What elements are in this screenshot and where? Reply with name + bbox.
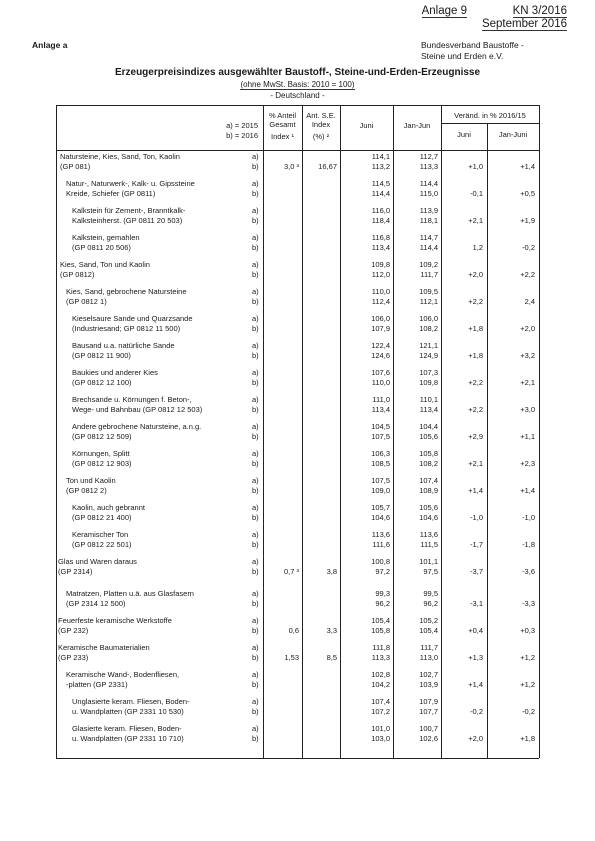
june-header: Juni xyxy=(359,121,374,130)
row-june-2016: 110,0 xyxy=(371,377,390,387)
row-change-jan-jun: -3,3 xyxy=(522,598,535,608)
row-jan-jun-2016: 104,6 xyxy=(419,512,438,522)
row-june-2015: 111,0 xyxy=(372,395,390,404)
row-change-jan-jun: +2,1 xyxy=(520,377,535,387)
row-jan-jun-2016: 108,2 xyxy=(419,458,438,468)
row-change-june: +1,3 xyxy=(468,652,483,662)
row-marker-a: a) xyxy=(252,503,259,512)
row-june-2015: 102,8 xyxy=(371,670,390,679)
row-jan-jun-2016: 112,1 xyxy=(419,296,438,306)
row-marker-a: a) xyxy=(252,287,259,296)
row-june-2015: 99,3 xyxy=(375,589,390,598)
row-jan-jun-2015: 107,4 xyxy=(419,476,438,485)
row-share-total: 3,0 ³ xyxy=(283,161,299,171)
row-june-2016: 111,6 xyxy=(372,539,390,549)
change-header: Veränd. in % 2016/15 xyxy=(454,111,526,120)
row-marker-a: a) xyxy=(252,530,259,539)
row-change-june: -0,1 xyxy=(470,188,483,198)
row-marker-a: a) xyxy=(252,449,259,458)
row-label-line-2: Wege- und Bahnbau (GP 0812 12 503) xyxy=(72,404,203,414)
row-label-line-1: Andere gebrochene Natursteine, a.n.g. xyxy=(72,422,202,431)
row-label-line-1: Matratzen, Platten u.ä. aus Glasfasern xyxy=(66,589,194,598)
row-marker-a: a) xyxy=(252,395,259,404)
row-label-line-1: Bausand u.a. natürliche Sande xyxy=(72,341,175,350)
row-change-june: +2,2 xyxy=(468,296,483,306)
row-june-2016: 107,2 xyxy=(371,706,390,716)
table-right-border xyxy=(539,105,540,758)
row-june-2015: 110,0 xyxy=(371,287,390,296)
row-marker-a: a) xyxy=(252,422,259,431)
row-label-line-2: Kreide, Schiefer (GP 0811) xyxy=(66,188,156,198)
row-june-2016: 97,2 xyxy=(375,566,390,576)
row-change-june: +1,4 xyxy=(468,679,483,689)
row-jan-jun-2015: 110,1 xyxy=(419,395,438,404)
row-jan-jun-2016: 102,6 xyxy=(419,733,438,743)
row-marker-b: b) xyxy=(252,188,259,198)
row-june-2016: 114,4 xyxy=(371,188,390,198)
row-label-line-1: Kalkstein für Zement-, Branntkalk- xyxy=(72,206,186,215)
row-change-jan-jun: +1,4 xyxy=(520,161,535,171)
row-change-jan-jun: +0,3 xyxy=(520,625,535,635)
row-june-2016: 107,5 xyxy=(371,431,390,441)
row-change-june: 1,2 xyxy=(472,242,483,252)
row-label-line-1: Feuerfeste keramische Werkstoffe xyxy=(58,616,172,625)
row-marker-a: a) xyxy=(252,616,259,625)
row-change-june: +2,2 xyxy=(468,377,483,387)
row-marker-b: b) xyxy=(252,625,259,635)
row-label-line-1: Kies, Sand, gebrochene Natursteine xyxy=(66,287,187,296)
row-share-se: 8,5 xyxy=(326,652,337,662)
row-share-total: 1,53 xyxy=(284,652,299,662)
issue-date: September 2016 xyxy=(481,18,567,30)
row-jan-jun-2016: 109,8 xyxy=(419,377,438,387)
row-marker-a: a) xyxy=(252,233,259,242)
row-jan-jun-2015: 102,7 xyxy=(419,670,438,679)
row-change-jan-jun: +1,2 xyxy=(520,679,535,689)
row-june-2015: 101,0 xyxy=(371,724,390,733)
row-june-2016: 109,0 xyxy=(371,485,390,495)
row-label-line-1: Unglasierte keram. Fliesen, Boden- xyxy=(72,697,190,706)
row-jan-jun-2016: 111,7 xyxy=(420,269,438,279)
row-label-line-1: Keramische Baumaterialien xyxy=(58,643,150,652)
row-change-jan-jun: -0,2 xyxy=(522,242,535,252)
row-marker-a: a) xyxy=(252,152,259,161)
row-label-line-1: Kies, Sand, Ton und Kaolin xyxy=(60,260,150,269)
row-marker-b: b) xyxy=(252,215,259,225)
row-jan-jun-2016: 97,5 xyxy=(423,566,438,576)
row-jan-jun-2015: 101,1 xyxy=(419,557,438,566)
row-june-2016: 113,4 xyxy=(371,242,390,252)
row-jan-jun-2016: 96,2 xyxy=(423,598,438,608)
document-title: Erzeugerpreisindizes ausgewählter Baustoff-, Steine-und-Erden-Erzeugnisse xyxy=(114,67,481,78)
region-label: - Deutschland - xyxy=(270,91,325,100)
row-change-jan-jun: +3,2 xyxy=(520,350,535,360)
row-jan-jun-2016: 118,1 xyxy=(419,215,438,225)
row-june-2015: 104,5 xyxy=(371,422,390,431)
row-change-june: +1,8 xyxy=(468,350,483,360)
row-change-june: +2,0 xyxy=(468,733,483,743)
row-jan-jun-2016: 114,4 xyxy=(419,242,438,252)
row-june-2015: 105,4 xyxy=(371,616,390,625)
row-marker-b: b) xyxy=(252,485,259,495)
share-header-line-3: Index ¹ xyxy=(271,132,294,141)
table-left-border xyxy=(56,105,57,758)
row-june-2015: 107,6 xyxy=(371,368,390,377)
row-june-2015: 106,3 xyxy=(371,449,390,458)
row-label-line-2: Kalksteinherst. (GP 0811 20 503) xyxy=(72,215,183,225)
row-label-line-2: (GP 0812 12 903) xyxy=(72,458,132,468)
row-change-june: -0,2 xyxy=(470,706,483,716)
row-june-2016: 124,6 xyxy=(371,350,390,360)
row-change-june: +1,8 xyxy=(468,323,483,333)
se-share-header-line-3: (%) ² xyxy=(312,132,330,141)
row-jan-jun-2015: 99,5 xyxy=(423,589,438,598)
row-label-line-1: Körnungen, Splitt xyxy=(72,449,130,458)
row-jan-jun-2016: 113,4 xyxy=(419,404,438,414)
row-jan-jun-2016: 108,9 xyxy=(419,485,438,495)
row-label-line-2: (GP 232) xyxy=(58,625,89,635)
table-top-border xyxy=(56,105,539,106)
row-label-line-1: Natursteine, Kies, Sand, Ton, Kaolin xyxy=(60,152,180,161)
row-marker-b: b) xyxy=(252,652,259,662)
row-change-jan-jun: +1,9 xyxy=(520,215,535,225)
row-marker-b: b) xyxy=(252,458,259,468)
row-marker-a: a) xyxy=(252,557,259,566)
row-change-jan-jun: -1,0 xyxy=(522,512,535,522)
row-label-line-1: Glasierte keram. Fliesen, Boden- xyxy=(72,724,182,733)
row-label-line-1: Keramische Wand-, Bodenfliesen, xyxy=(66,670,180,679)
row-june-2016: 108,5 xyxy=(371,458,390,468)
row-jan-jun-2016: 105,4 xyxy=(419,625,438,635)
organization-line-2: Steine und Erden e.V. xyxy=(421,51,504,61)
row-share-total: 0,6 xyxy=(288,625,299,635)
row-june-2016: 113,4 xyxy=(371,404,390,414)
jan-jun-header: Jan-Jun xyxy=(403,121,431,130)
row-jan-jun-2015: 114,4 xyxy=(419,179,438,188)
row-label-line-2: (GP 0812 1) xyxy=(66,296,107,306)
row-label-line-2: (GP 0812 21 400) xyxy=(72,512,132,522)
row-marker-a: a) xyxy=(252,643,259,652)
row-change-june: -1,7 xyxy=(470,539,483,549)
row-label-line-1: Kaolin, auch gebrannt xyxy=(72,503,145,512)
change-jan-jun-header: Jan-Juni xyxy=(498,130,528,139)
row-june-2016: 113,3 xyxy=(371,652,390,662)
se-share-header-line-1: Ant. S.E. xyxy=(306,111,336,120)
row-june-2016: 112,4 xyxy=(371,296,390,306)
row-change-june: +0,4 xyxy=(468,625,483,635)
row-jan-jun-2016: 111,5 xyxy=(420,539,438,549)
year-b-label: b) = 2016 xyxy=(226,131,258,140)
row-marker-a: a) xyxy=(252,206,259,215)
row-june-2015: 114,5 xyxy=(371,179,390,188)
annex-number: Anlage 9 xyxy=(421,5,467,17)
row-jan-jun-2015: 121,1 xyxy=(419,341,438,350)
row-jan-jun-2015: 112,7 xyxy=(419,152,438,161)
row-marker-a: a) xyxy=(252,368,259,377)
row-label-line-1: Keramischer Ton xyxy=(72,530,129,539)
row-jan-jun-2015: 109,2 xyxy=(419,260,438,269)
row-marker-a: a) xyxy=(252,476,259,485)
row-jan-jun-2015: 105,8 xyxy=(419,449,438,458)
row-label-line-2: (GP 0812 12 509) xyxy=(72,431,132,441)
row-change-jan-jun: +0,5 xyxy=(520,188,535,198)
row-marker-b: b) xyxy=(252,539,259,549)
row-jan-jun-2015: 113,6 xyxy=(419,530,438,539)
row-june-2016: 112,0 xyxy=(371,269,390,279)
row-june-2016: 105,8 xyxy=(371,625,390,635)
row-change-june: +2,9 xyxy=(468,431,483,441)
row-label-line-2: (GP 233) xyxy=(58,652,89,662)
row-marker-b: b) xyxy=(252,566,259,576)
row-marker-b: b) xyxy=(252,242,259,252)
row-jan-jun-2015: 105,2 xyxy=(419,616,438,625)
row-june-2015: 111,8 xyxy=(372,643,390,652)
row-change-june: +1,4 xyxy=(468,485,483,495)
change-june-header: Juni xyxy=(457,130,471,139)
row-change-june: -3,1 xyxy=(470,598,483,608)
table-bottom-border xyxy=(56,758,539,759)
row-marker-a: a) xyxy=(252,341,259,350)
row-label-line-1: Natur-, Naturwerk-, Kalk- u. Gipssteine xyxy=(66,179,195,188)
row-change-june: +2,0 xyxy=(468,269,483,279)
row-jan-jun-2015: 107,3 xyxy=(419,368,438,377)
row-june-2015: 122,4 xyxy=(371,341,390,350)
row-change-june: +1,0 xyxy=(468,161,483,171)
change-header-divider xyxy=(441,123,539,124)
row-june-2016: 118,4 xyxy=(371,215,390,225)
issue-number: KN 3/2016 xyxy=(512,5,567,17)
row-june-2016: 104,2 xyxy=(371,679,390,689)
row-marker-a: a) xyxy=(252,314,259,323)
row-jan-jun-2016: 107,7 xyxy=(419,706,438,716)
row-marker-b: b) xyxy=(252,431,259,441)
share-header-line-2: Gesamt xyxy=(269,120,296,129)
row-marker-a: a) xyxy=(252,724,259,733)
row-jan-jun-2016: 103,9 xyxy=(419,679,438,689)
row-label-line-2: (Industriesand; GP 0812 11 500) xyxy=(72,323,181,333)
row-change-june: +2,1 xyxy=(468,215,483,225)
row-label-line-2: (GP 0812 11 900) xyxy=(72,350,131,360)
row-label-line-2: (GP 0812 12 100) xyxy=(72,377,132,387)
se-share-header-line-2: Index xyxy=(311,120,331,129)
row-change-jan-jun: -0,2 xyxy=(522,706,535,716)
row-june-2015: 100,8 xyxy=(371,557,390,566)
row-june-2016: 113,2 xyxy=(371,161,390,171)
table-header-divider xyxy=(56,150,539,151)
row-change-jan-jun: +1,2 xyxy=(520,652,535,662)
row-marker-a: a) xyxy=(252,670,259,679)
row-june-2015: 109,8 xyxy=(371,260,390,269)
row-june-2015: 107,5 xyxy=(371,476,390,485)
row-jan-jun-2016: 108,2 xyxy=(419,323,438,333)
row-change-jan-jun: -3,6 xyxy=(522,566,535,576)
row-june-2016: 104,6 xyxy=(371,512,390,522)
row-label-line-1: Ton und Kaolin xyxy=(66,476,116,485)
row-june-2015: 113,6 xyxy=(371,530,390,539)
row-marker-b: b) xyxy=(252,377,259,387)
share-header-line-1: % Anteil xyxy=(268,111,297,120)
row-label-line-1: Brechsande u. Körnungen f. Beton-, xyxy=(72,395,192,404)
row-label-line-1: Glas und Waren daraus xyxy=(58,557,137,566)
row-jan-jun-2015: 113,9 xyxy=(419,206,438,215)
row-jan-jun-2015: 100,7 xyxy=(419,724,438,733)
row-change-jan-jun: +2,3 xyxy=(520,458,535,468)
row-jan-jun-2016: 113,0 xyxy=(419,652,438,662)
row-change-jan-jun: +2,0 xyxy=(520,323,535,333)
row-june-2015: 106,0 xyxy=(371,314,390,323)
row-change-jan-jun: +2,2 xyxy=(520,269,535,279)
row-june-2015: 116,0 xyxy=(371,206,390,215)
annex-label: Anlage a xyxy=(32,40,68,50)
row-label-line-2: -platten (GP 2331) xyxy=(66,679,128,689)
row-label-line-2: (GP 081) xyxy=(60,161,91,171)
row-jan-jun-2016: 115,0 xyxy=(419,188,438,198)
row-change-june: -3,7 xyxy=(470,566,483,576)
row-marker-a: a) xyxy=(252,260,259,269)
row-share-se: 3,8 xyxy=(326,566,337,576)
row-marker-a: a) xyxy=(252,589,259,598)
row-marker-b: b) xyxy=(252,350,259,360)
row-label-line-1: Baukies und anderer Kies xyxy=(72,368,158,377)
row-marker-b: b) xyxy=(252,161,259,171)
year-a-label: a) = 2015 xyxy=(226,121,258,130)
row-label-line-2: u. Wandplatten (GP 2331 10 710) xyxy=(72,733,184,743)
row-marker-b: b) xyxy=(252,269,259,279)
organization xyxy=(421,40,524,62)
row-marker-a: a) xyxy=(252,697,259,706)
row-label-line-2: u. Wandplatten (GP 2331 10 530) xyxy=(72,706,184,716)
row-jan-jun-2015: 107,9 xyxy=(419,697,438,706)
row-june-2015: 116,8 xyxy=(371,233,390,242)
document-subtitle xyxy=(0,80,595,89)
row-marker-b: b) xyxy=(252,706,259,716)
row-share-se: 16,67 xyxy=(318,161,337,171)
row-jan-jun-2016: 124,9 xyxy=(419,350,438,360)
row-change-jan-jun: +1,4 xyxy=(520,485,535,495)
row-label-line-2: (GP 0811 20 506) xyxy=(72,242,131,252)
row-june-2015: 105,7 xyxy=(371,503,390,512)
organization-line-1: Bundesverband Baustoffe - xyxy=(421,40,524,50)
row-jan-jun-2015: 111,7 xyxy=(420,643,438,652)
row-share-se: 3,3 xyxy=(326,625,337,635)
row-marker-b: b) xyxy=(252,512,259,522)
row-marker-b: b) xyxy=(252,679,259,689)
row-jan-jun-2015: 109,5 xyxy=(419,287,438,296)
row-change-jan-jun: -1,8 xyxy=(522,539,535,549)
row-marker-b: b) xyxy=(252,733,259,743)
row-jan-jun-2016: 105,6 xyxy=(419,431,438,441)
row-label-line-2: (GP 2314) xyxy=(58,566,93,576)
row-jan-jun-2015: 105,6 xyxy=(419,503,438,512)
row-share-total: 0,7 ³ xyxy=(283,566,299,576)
row-change-jan-jun: 2,4 xyxy=(524,296,535,306)
row-jan-jun-2015: 104,4 xyxy=(419,422,438,431)
row-change-jan-jun: +1,8 xyxy=(520,733,535,743)
row-june-2015: 107,4 xyxy=(371,697,390,706)
row-jan-jun-2015: 106,0 xyxy=(419,314,438,323)
row-label-line-2: (GP 2314 12 500) xyxy=(66,598,126,608)
subtitle-text: (ohne MwSt. Basis: 2010 = 100) xyxy=(240,80,355,89)
row-marker-b: b) xyxy=(252,404,259,414)
row-label-line-1: Kalkstein, gemahlen xyxy=(72,233,140,242)
row-change-june: +2,1 xyxy=(468,458,483,468)
row-marker-a: a) xyxy=(252,179,259,188)
row-change-jan-jun: +1,1 xyxy=(520,431,535,441)
row-label-line-1: Kieselsaure Sande und Quarzsande xyxy=(72,314,193,323)
row-jan-jun-2016: 113,3 xyxy=(419,161,438,171)
row-june-2016: 96,2 xyxy=(375,598,390,608)
row-june-2016: 103,0 xyxy=(371,733,390,743)
row-change-june: +2,2 xyxy=(468,404,483,414)
row-label-line-2: (GP 0812 22 501) xyxy=(72,539,132,549)
row-marker-b: b) xyxy=(252,598,259,608)
row-june-2015: 114,1 xyxy=(371,152,390,161)
row-change-june: -1,0 xyxy=(470,512,483,522)
row-label-line-2: (GP 0812) xyxy=(60,269,95,279)
row-change-jan-jun: +3,0 xyxy=(520,404,535,414)
row-june-2016: 107,9 xyxy=(371,323,390,333)
row-marker-b: b) xyxy=(252,323,259,333)
row-jan-jun-2015: 114,7 xyxy=(419,233,438,242)
row-label-line-2: (GP 0812 2) xyxy=(66,485,107,495)
row-marker-b: b) xyxy=(252,296,259,306)
